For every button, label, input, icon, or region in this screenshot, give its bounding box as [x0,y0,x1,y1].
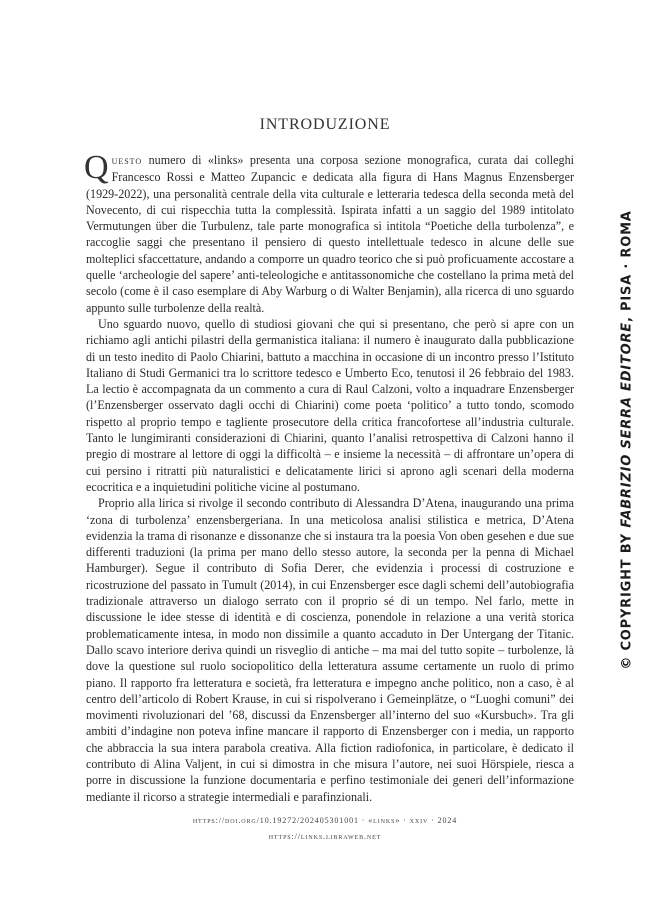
page-title: INTRODUZIONE [259,116,391,133]
doi-footer[interactable]: https://doi.org/10.19272/202405301001 · «links» · xxiv · 2024 [192,816,458,825]
paragraph-1-text: numero di «links» presenta una corposa sezione monografica, curata dai colleghi Francesco Rossi e Matteo Zupancic e dedicata alla figura di Hans Magnus Enzensberger (1929-2022), una personalità centrale della vita culturale e letteraria tedesca della seconda metà del Novecento, di cui rispecchia tutta la complessità. Ispirata infatti a un saggio del 1989 intitolato Vermutungen über die Turbulenz, tale parte monografica si intitola “Poetiche della turbolenza”, e raccoglie saggi che presentano il pensiero di questo intellettuale tedesco in alcune delle sue molteplici sfaccettature, andando a comporre un quadro teorico che si può proficuamente accostare a quelle ‘archeologie del sapere’ anti-teleologiche e antitassonomiche che costellano la prima metà del secolo (come è il caso esemplare di Aby Warburg o di Walter Benjamin), alla ricerca di uno sguardo appunto sulle turbolenze della realtà. [86,153,574,315]
copyright-prefix: © COPYRIGHT BY [619,527,635,670]
copyright-publisher: FABRIZIO SERRA EDITORE [619,322,635,528]
lead-in-smallcaps: uesto [111,155,143,167]
copyright-notice [620,210,635,669]
copyright-suffix: , PISA · ROMA [619,210,635,323]
paragraph-3: Proprio alla lirica si rivolge il secondo contributo di Alessandra D’Atena, inaugurando una prima ‘zona di turbolenza’ enzensbergeriana. In una meticolosa analisi stilistica e metrica, D’Atena evidenzia la trama di risonanze e dissonanze che si instaura tra la poesia Von oben gesehen e due sue differenti traduzioni (la prima per mano dello stesso autore, la seconda per la penna di Michael Hamburger). Segue il contributo di Sofia Derer, che evidenzia i processi di costruzione e ricostruzione del passato in Tumult (2014), in cui Enzensberger esce dagli schemi dell’autobiografia tradizionale attraverso un dialogo serrato con il proprio sé di un tempo. Nel farlo, mette in discussione le idee stesse di identità e di coscienza, ponendole in relazione a una verità storica problematicamente intesa, in modo non dissimile a quanto accaduto in Der Untergang der Titanic. Dallo scavo interiore deriva quindi un risveglio di antiche – ma mai del tutto sopite – turbolenze, là dove la questione sul ruolo sociopolitico della letteratura assume certamente un ruolo di primo piano. Il rapporto fra letteratura e società, fra letteratura e impegno anche politico, non a caso, è al centro dell’articolo di Robert Krause, in cui si rispolverano i Gemeinplätze, o “Luoghi comuni” dei movimenti rivoluzionari del ’68, discussi da Enzensberger all’interno del suo «Kursbuch». Tra gli ambiti d’indagine non poteva infine mancare il rapporto di Enzensberger con i media, un rapporto che abbraccia la sua intera parabola creativa. Alla fiction radiofonica, in particolare, è dedicato il contributo di Alina Valjent, in cui si dimostra in che misura l’autore, nei suoi Hörspiele, riesca a porre in discussione la funzione documentaria e perfino testimoniale dei generi dell’informazione mediante il ricorso a strategie intermediali e parafinzionali. [86,496,574,804]
website-footer[interactable]: https://links.libraweb.net [268,832,382,841]
drop-cap: Q [84,149,109,186]
paragraph-1 [84,149,574,316]
article-body [84,149,574,805]
paragraph-2: Uno sguardo nuovo, quello di studiosi giovani che qui si presentano, che però si apre con un richiamo agli antichi pilastri della germanistica italiana: il numero è inaugurato dalla pubblicazione di un testo inedito di Paolo Chiarini, battuto a macchina in occasione di un incontro presso l’Istituto Italiano di Studi Germanici tra lo scrittore tedesco e Umberto Eco, tenutosi il 26 febbraio del 1983. La lectio è accompagnata da un commento a cura di Raul Calzoni, volto a inquadrare Enzensberger (l’Enzensberger osservato dagli occhi di Chiarini) come poeta ‘politico’ a tutto tondo, scomodo rispetto al proprio tempo e tagliente prosecutore della critica francofortese all’industria culturale. Tanto le lungimiranti considerazioni di Chiarini, quanto l’analisi retrospettiva di Calzoni hanno il pregio di mostrare al lettore di oggi la difficoltà – e insieme la necessità – di affrontare un’opera di cui persino i ritratti più naturalistici e delicatamente lirici si aprono agli scenari della moderna ecocritica e a inquietudini politiche vicine al postumano. [86,316,574,494]
